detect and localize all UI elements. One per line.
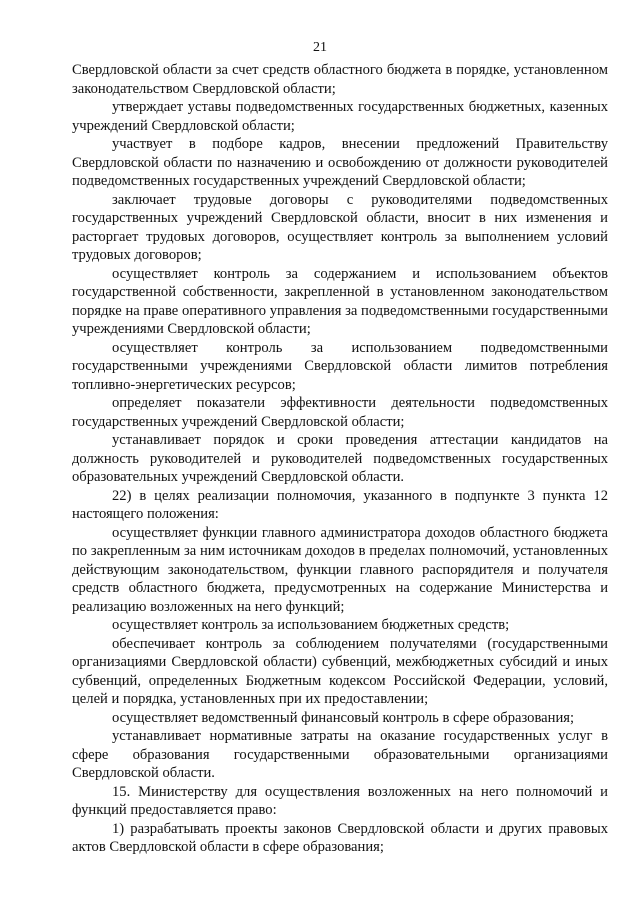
paragraph: устанавливает нормативные затраты на оказание государственных услуг в сфере образования государственными образовательными организациями Свердловской области. bbox=[72, 728, 608, 781]
paragraph: осуществляет ведомственный финансовый контроль в сфере образования; bbox=[112, 709, 575, 726]
document-body bbox=[72, 61, 608, 857]
paragraph: определяет показатели эффективности деятельности подведомственных государственных учреждений Свердловской области; bbox=[72, 395, 608, 430]
paragraph: участвует в подборе кадров, внесении предложений Правительству Свердловской области по назначению и освобождению от должности руководителей подведомственных государственных учреждений Свердловской области; bbox=[72, 136, 608, 189]
paragraph: осуществляет функции главного администратора доходов областного бюджета по закрепленным за ним источникам доходов в пределах полномочий, установленных действующим законодательством, функции главного распорядителя и получателя средств областного бюджета, предусмотренных на содержание Министерства и реализацию возложенных на него функций; bbox=[72, 524, 608, 615]
paragraph: осуществляет контроль за использованием бюджетных средств; bbox=[112, 617, 510, 633]
paragraph: обеспечивает контроль за соблюдением получателями (государственными организациями Свердловской области) субвенций, межбюджетных субсидий и иных субвенций, определенных Бюджетным кодексом Российской Федерации, условий, целей и порядка, установленных при их предоставлении; bbox=[72, 635, 608, 707]
page-number: 21 bbox=[313, 40, 327, 55]
paragraph: 1) разрабатывать проекты законов Свердловской области и других правовых актов Свердловской области в сфере образования; bbox=[72, 820, 608, 855]
paragraph: устанавливает порядок и сроки проведения аттестации кандидатов на должность руководителей и руководителей подведомственных государственных образовательных учреждений Свердловской области. bbox=[72, 432, 608, 485]
paragraph: осуществляет контроль за использованием подведомственными государственными учреждениями Свердловской области лимитов потребления топливно-энергетических ресурсов; bbox=[72, 339, 608, 393]
paragraph: заключает трудовые договоры с руководителями подведомственных государственных учреждений Свердловской области, вносит в них изменения и расторгает трудовых договоров, осуществляет контроль за выполнением условий трудовых договоров; bbox=[72, 191, 608, 263]
paragraph: утверждает уставы подведомственных государственных бюджетных, казенных учреждений Свердловской области; bbox=[72, 99, 608, 134]
paragraph: Свердловской области за счет средств областного бюджета в порядке, установленном законодательством Свердловской области; bbox=[72, 62, 608, 97]
paragraph: 15. Министерству для осуществления возложенных на него полномочий и функций предоставляется право: bbox=[72, 783, 608, 818]
paragraph: 22) в целях реализации полномочия, указанного в подпункте 3 пункта 12 настоящего положения: bbox=[72, 487, 608, 522]
paragraph: осуществляет контроль за содержанием и использованием объектов государственной собственности, закрепленной в установленном законодательством порядке на праве оперативного управления за подведомственными государственными учреждениями Свердловской области; bbox=[72, 265, 608, 337]
